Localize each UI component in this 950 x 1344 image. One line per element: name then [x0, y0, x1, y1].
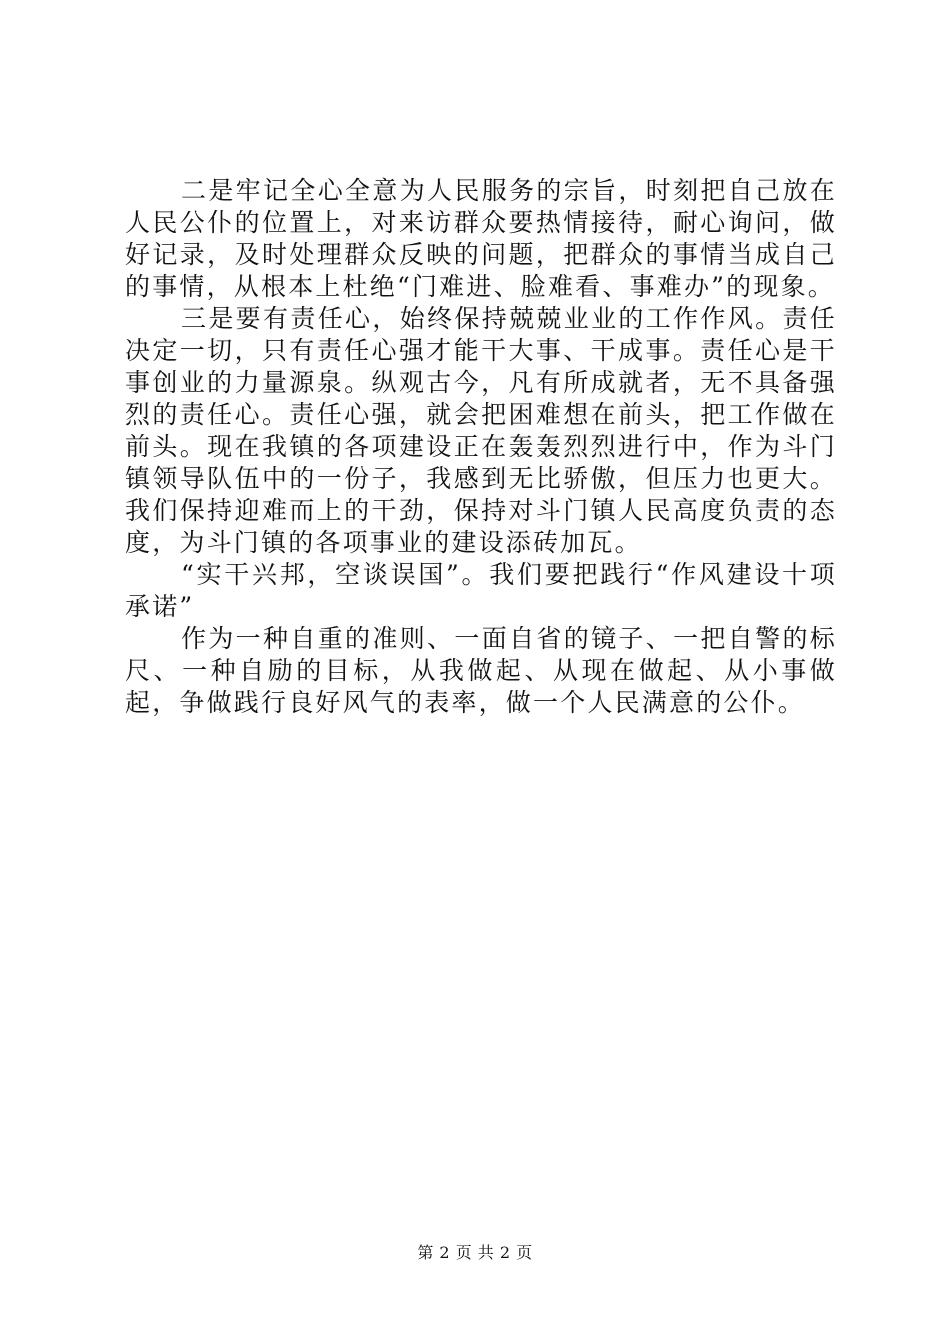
paragraph-self-standard: 作为一种自重的准则、一面自省的镜子、一把自警的标尺、一种自励的目标，从我做起、从现在做起、从小事做起，争做践行良好风气的表率，做一个人民满意的公仆。 [125, 624, 837, 717]
page-footer: 第 2 页 共 2 页 [417, 1243, 533, 1262]
paragraph-duty-to-people: 二是牢记全心全意为人民服务的宗旨，时刻把自己放在人民公仆的位置上，对来访群众要热情接待，耐心询问，做好记录，及时处理群众反映的问题，把群众的事情当成自己的事情，从根本上杜绝“门难进、脸难看、事难办”的现象。 [125, 176, 837, 301]
paragraph-practical-work: “实干兴邦，空谈误国”。我们要把践行“作风建设十项承诺” [125, 560, 837, 621]
paragraph-responsibility: 三是要有责任心，始终保持兢兢业业的工作作风。责任决定一切，只有责任心强才能干大事、干成事。责任心是干事创业的力量源泉。纵观古今，凡有所成就者，无不具备强烈的责任心。责任心强，就会把困难想在前头，把工作做在前头。现在我镇的各项建设正在轰轰烈烈进行中，作为斗门镇领导队伍中的一份子，我感到无比骄傲，但压力也更大。我们保持迎难而上的干劲，保持对斗门镇人民高度负责的态度，为斗门镇的各项事业的建设添砖加瓦。 [125, 304, 837, 557]
document-body [125, 175, 837, 719]
